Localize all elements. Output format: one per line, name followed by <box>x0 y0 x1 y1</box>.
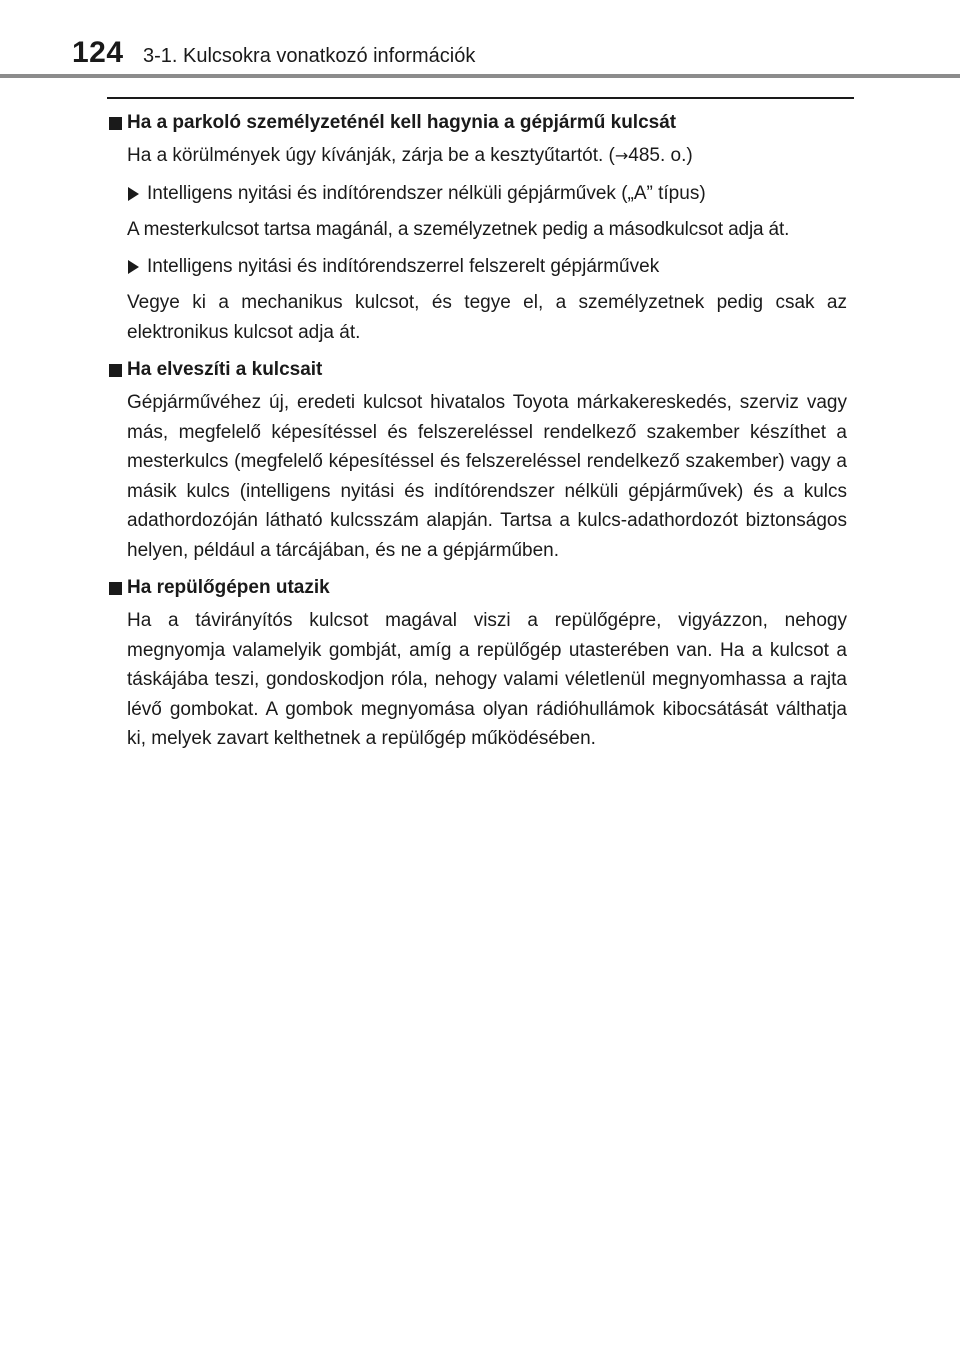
reference-arrow-icon: → <box>614 146 629 165</box>
section-rule <box>107 97 854 99</box>
triangle-bullet-icon <box>128 187 139 201</box>
square-bullet-icon <box>109 582 122 595</box>
sub-heading-no-smart-key <box>107 179 847 209</box>
section-heading-valet <box>107 108 847 138</box>
lost-keys-text: Gépjárművéhez új, eredeti kulcsot hivatalos Toyota márkakereskedés, szerviz vagy más, megfelelő képesítéssel és felszereléssel rendelkező szakember készíthet a mesterkulcs (megfelelő képesítéssel és felszereléssel rendelkező szakember) vagy a másik kulcs (intelligens nyitási és indítórendszer nélküli gépjárművek) és a kulcs adathordozóján látható kulcsszám alapján. Tartsa a kulcs-adathordozót biztonságos helyen, például a tárcájában, és ne a gépjárműben. <box>127 392 847 561</box>
sub-heading-smart-key <box>107 252 847 282</box>
valet-intro-text: Ha a körülmények úgy kívánják, zárja be a kesztyűtartót. ( <box>127 145 615 166</box>
airplane-text: Ha a távirányítós kulcsot magával viszi a repülőgépre, vigyázzon, nehogy megnyomja valamelyik gombját, amíg a repülőgép utasterében van. Ha a kulcsot a táskájába teszi, gondoskodjon róla, nehogy valami véletlenül megnyomhassa a rajta lévő gombokat. A gombok megnyomása olyan rádióhullámok kibocsátását válthatja ki, melyek zavart kelthetnek a repülőgép működésében. <box>127 610 847 749</box>
page-number: 124 <box>72 36 124 69</box>
sub-heading-text: Intelligens nyitási és indítórendszerrel felszerelt gépjárművek <box>147 256 660 277</box>
page-header <box>0 0 960 78</box>
triangle-bullet-icon <box>128 260 139 274</box>
valet-sub1-text: A mesterkulcsot tartsa magánál, a személyzetnek pedig a másodkulcsot adja át. <box>127 218 790 240</box>
valet-intro <box>107 141 847 171</box>
section-heading-text: Ha a parkoló személyzeténél kell hagynia a gépjármű kulcsát <box>127 112 677 133</box>
header-rule <box>0 74 960 78</box>
valet-intro-page-ref: 485. o.) <box>628 145 693 166</box>
square-bullet-icon <box>109 117 122 130</box>
chapter-title: 3-1. Kulcsokra vonatkozó információk <box>143 45 476 67</box>
section-heading-text: Ha elveszíti a kulcsait <box>127 359 323 380</box>
sub-heading-text: Intelligens nyitási és indítórendszer nélküli gépjárművek („A” típus) <box>147 182 706 204</box>
square-bullet-icon <box>109 364 122 377</box>
section-heading-text: Ha repülőgépen utazik <box>127 577 330 598</box>
page-content <box>107 108 847 762</box>
section-heading-lost-keys <box>107 355 847 385</box>
section-heading-airplane <box>107 573 847 603</box>
valet-sub2-text: Vegye ki a mechanikus kulcsot, és tegye el, a személyzetnek pedig csak az elektronikus kulcsot adja át. <box>127 292 847 343</box>
